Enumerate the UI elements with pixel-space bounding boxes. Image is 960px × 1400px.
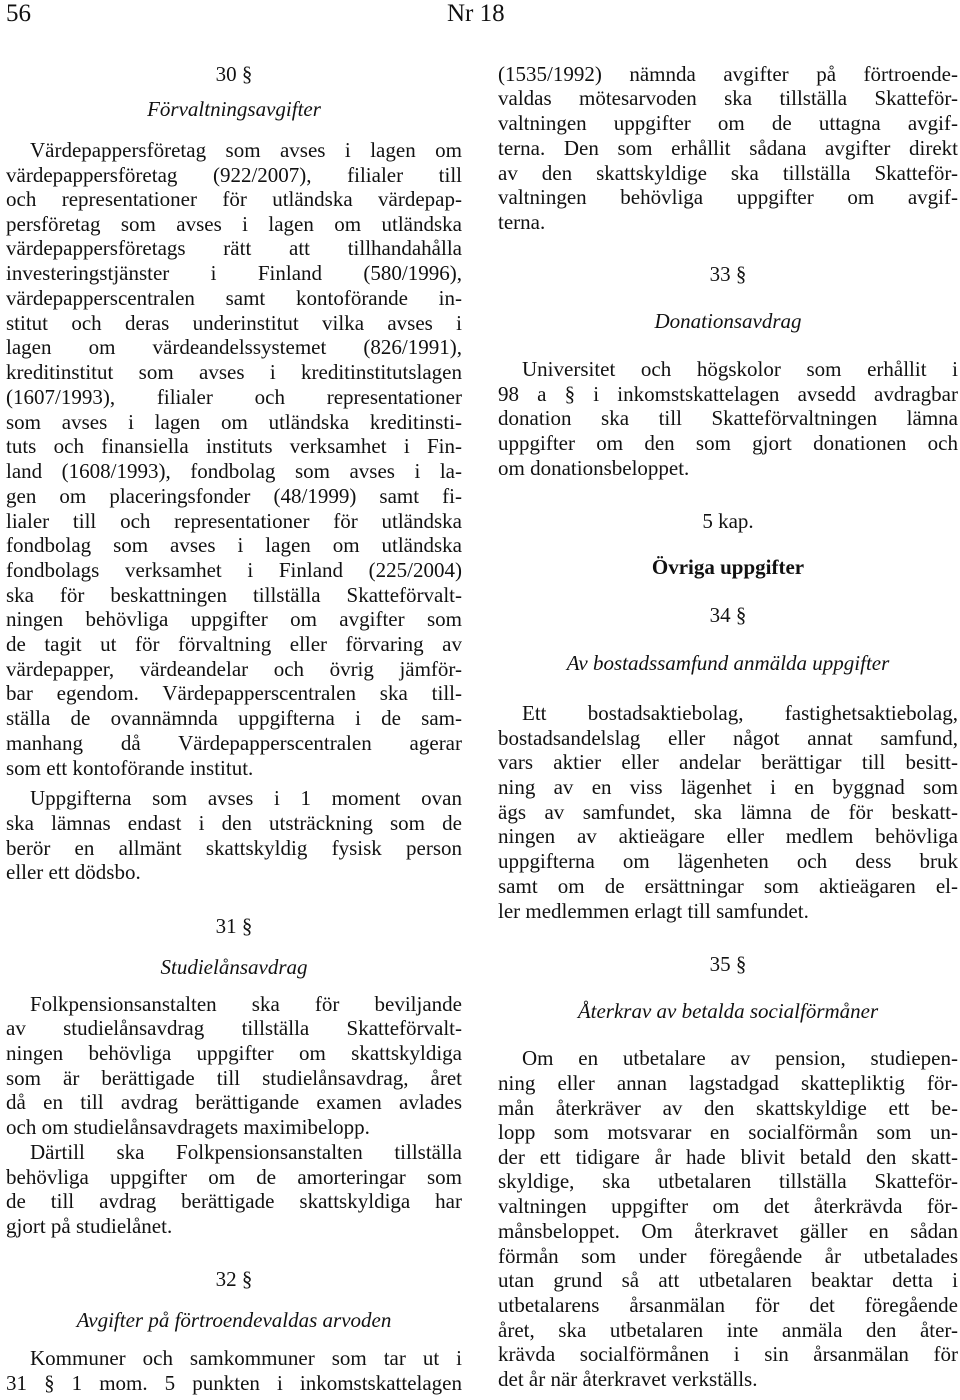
text-line: 31 § 1 mom. 5 punkten i inkomstskattelagen bbox=[6, 1371, 462, 1395]
text-line: som är berättigade till studielånsavdrag, året bbox=[6, 1066, 462, 1090]
text-line: gjort på studielånet. bbox=[6, 1214, 173, 1238]
text-line: Universitet och högskolor som erhållit i bbox=[522, 357, 958, 381]
text-line: stitut och deras underinstitut vilka avses i bbox=[6, 311, 462, 335]
section-number: 30 § bbox=[215, 62, 253, 86]
text-line: värdepappersföretags rätt att tillhandahålla bbox=[6, 236, 462, 260]
text-line: de till avdrag berättigade skattskyldiga har bbox=[6, 1189, 462, 1213]
text-line: tuts och finansiella instituts verksamhet i Fin- bbox=[6, 434, 462, 458]
text-line: ägs av samfundet, ska lämna de för beskatt- bbox=[498, 800, 958, 824]
text-line: terna. bbox=[498, 210, 546, 234]
text-line: värdepapper, värdeandelar och övrig jämför- bbox=[6, 657, 462, 681]
text-line: ska lämnas endast i den utsträckning som de bbox=[6, 811, 462, 835]
section-heading: Förvaltningsavgifter bbox=[147, 97, 321, 121]
text-line: gen om placeringsfonder (48/1999) samt fi- bbox=[6, 484, 462, 508]
text-line: eller ett dödsbo. bbox=[6, 860, 141, 884]
section-heading: Avgifter på förtroendevaldas arvoden bbox=[76, 1308, 392, 1332]
page-number: 56 bbox=[6, 0, 31, 27]
text-line: Kommuner och samkommuner som tar ut i bbox=[30, 1346, 462, 1370]
text-line: av den skattskyldige ska tillställa Skatteför- bbox=[498, 161, 958, 185]
text-line: lialer till och representationer för utländska bbox=[6, 509, 462, 533]
text-line: månsbeloppet. Om återkravet gäller en sådan bbox=[498, 1219, 958, 1243]
text-line: ningen behövliga uppgifter om avgifter som bbox=[6, 607, 462, 631]
section-heading: Donationsavdrag bbox=[654, 309, 802, 333]
text-line: uppgifter om den som gjort donationen och bbox=[498, 431, 958, 455]
text-line: Uppgifterna som avses i 1 moment ovan bbox=[30, 786, 462, 810]
text-line: der ett tidigare år hade blivit betald den skatt- bbox=[498, 1145, 958, 1169]
section-number: 31 § bbox=[215, 914, 253, 938]
text-line: manhang då Värdepapperscentralen agerar bbox=[6, 731, 462, 755]
text-line: fondbolags verksamhet i Finland (225/2004) bbox=[6, 558, 462, 582]
text-line: persföretag som avses i lagen om utländska bbox=[6, 212, 462, 236]
text-line: valtningen uppgifter om de uttagna avgif- bbox=[498, 111, 958, 135]
text-line: som ett kontoförande institut. bbox=[6, 756, 254, 780]
chapter-number: 5 kap. bbox=[702, 509, 754, 533]
text-line: lopp som motsvarar en socialförmån som un- bbox=[498, 1120, 958, 1144]
text-line: berör en allmänt skattskyldig fysisk person bbox=[6, 836, 462, 860]
text-line: värdepappersföretag (922/2007), filialer till bbox=[6, 163, 462, 187]
issue-number: Nr 18 bbox=[447, 0, 505, 27]
text-line: (1535/1992) nämnda avgifter på förtroende- bbox=[498, 62, 958, 86]
text-line: ningen av aktieägare eller medlem behövliga bbox=[498, 824, 958, 848]
text-line: lagen om värdeandelssystemet (826/1991), bbox=[6, 335, 462, 359]
text-line: behövliga uppgifter om de amorteringar som bbox=[6, 1165, 462, 1189]
text-line: skyldige, ska utbetalaren tillställa Skatteför- bbox=[498, 1169, 958, 1193]
text-line: Värdepappersföretag som avses i lagen om bbox=[30, 138, 462, 162]
section-number: 32 § bbox=[215, 1267, 253, 1291]
text-line: samt om de ersättningar som aktieägaren el- bbox=[498, 874, 958, 898]
text-line: ningen behövliga uppgifter om skattskyldiga bbox=[6, 1041, 462, 1065]
text-line: det år när återkravet verkställs. bbox=[498, 1367, 758, 1391]
text-line: ställa de ovannämnda uppgifterna i de sam- bbox=[6, 706, 462, 730]
text-line: valdas mötesarvoden ska tillställa Skatteför- bbox=[498, 86, 958, 110]
text-line: bostadsandelslag eller något annat samfund, bbox=[498, 726, 958, 750]
text-line: fondbolag som avses i lagen om utländska bbox=[6, 533, 462, 557]
text-line: ler medlemmen erlagt till samfundet. bbox=[498, 899, 809, 923]
section-heading: Studielånsavdrag bbox=[160, 955, 308, 979]
text-line: av studielånsavdrag tillställa Skatteförvalt- bbox=[6, 1016, 462, 1040]
text-line: investeringstjänster i Finland (580/1996), bbox=[6, 261, 462, 285]
text-line: krävda socialförmånen i sin årsanmälan för bbox=[498, 1342, 958, 1366]
text-line: (1607/1993), filialer och representationer bbox=[6, 385, 462, 409]
section-heading: Av bostadssamfund anmälda uppgifter bbox=[566, 651, 890, 675]
text-line: 98 a § i inkomstskattelagen avsedd avdragbar bbox=[498, 382, 958, 406]
text-line: uppgifterna om lägenheten och dess bruk bbox=[498, 849, 958, 873]
text-line: utbetalarens årsanmälan för det föregående bbox=[498, 1293, 958, 1317]
text-line: donation ska till Skatteförvaltningen lämna bbox=[498, 406, 958, 430]
text-line: terna. Den som erhållit sådana avgifter direkt bbox=[498, 136, 958, 160]
section-heading: Återkrav av betalda socialförmåner bbox=[577, 999, 879, 1023]
text-line: bar egendom. Värdepapperscentralen ska till- bbox=[6, 681, 462, 705]
text-line: Om en utbetalare av pension, studiepen- bbox=[522, 1046, 958, 1070]
text-line: valtningen uppgifter om det återkrävda för- bbox=[498, 1194, 958, 1218]
text-line: som avses i lagen om utländska kreditinsti- bbox=[6, 410, 462, 434]
text-line: de tagit ut för förvaltning eller förvaring av bbox=[6, 632, 462, 656]
text-line: Därtill ska Folkpensionsanstalten tillställa bbox=[30, 1140, 462, 1164]
text-line: då en till avdrag berättigande examen avlades bbox=[6, 1090, 462, 1114]
text-line: Ett bostadsaktiebolag, fastighetsaktiebolag, bbox=[522, 701, 958, 725]
section-number: 35 § bbox=[709, 952, 747, 976]
section-number: 33 § bbox=[709, 262, 747, 286]
text-line: om donationsbeloppet. bbox=[498, 456, 690, 480]
text-line: kreditinstitut som avses i kreditinstitutslagen bbox=[6, 360, 462, 384]
text-line: vars aktier eller andelar berättigar till besitt- bbox=[498, 750, 958, 774]
chapter-heading: Övriga uppgifter bbox=[651, 555, 805, 579]
text-line: mån återkräver av den skattskyldige ett be- bbox=[498, 1096, 958, 1120]
text-line: året, ska utbetalaren inte anmäla den åter- bbox=[498, 1318, 958, 1342]
text-line: och representationer för utländska värdepap- bbox=[6, 187, 462, 211]
text-line: ska för beskattningen tillställa Skatteförvalt- bbox=[6, 583, 462, 607]
text-line: valtningen behövliga uppgifter om avgif- bbox=[498, 185, 958, 209]
text-line: och om studielånsavdragets maximibelopp. bbox=[6, 1115, 370, 1139]
text-line: ning eller annan lagstadgad skattepliktig för- bbox=[498, 1071, 958, 1095]
text-line: utan grund så att utbetalaren beaktar detta i bbox=[498, 1268, 958, 1292]
section-number: 34 § bbox=[709, 603, 747, 627]
text-line: värdepapperscentralen samt kontoförande in- bbox=[6, 286, 462, 310]
text-line: Folkpensionsanstalten ska för beviljande bbox=[30, 992, 462, 1016]
text-line: förmån som under föregående år utbetalades bbox=[498, 1244, 958, 1268]
text-line: ning av en viss lägenhet i en byggnad som bbox=[498, 775, 958, 799]
text-line: land (1608/1993), fondbolag som avses i la- bbox=[6, 459, 462, 483]
